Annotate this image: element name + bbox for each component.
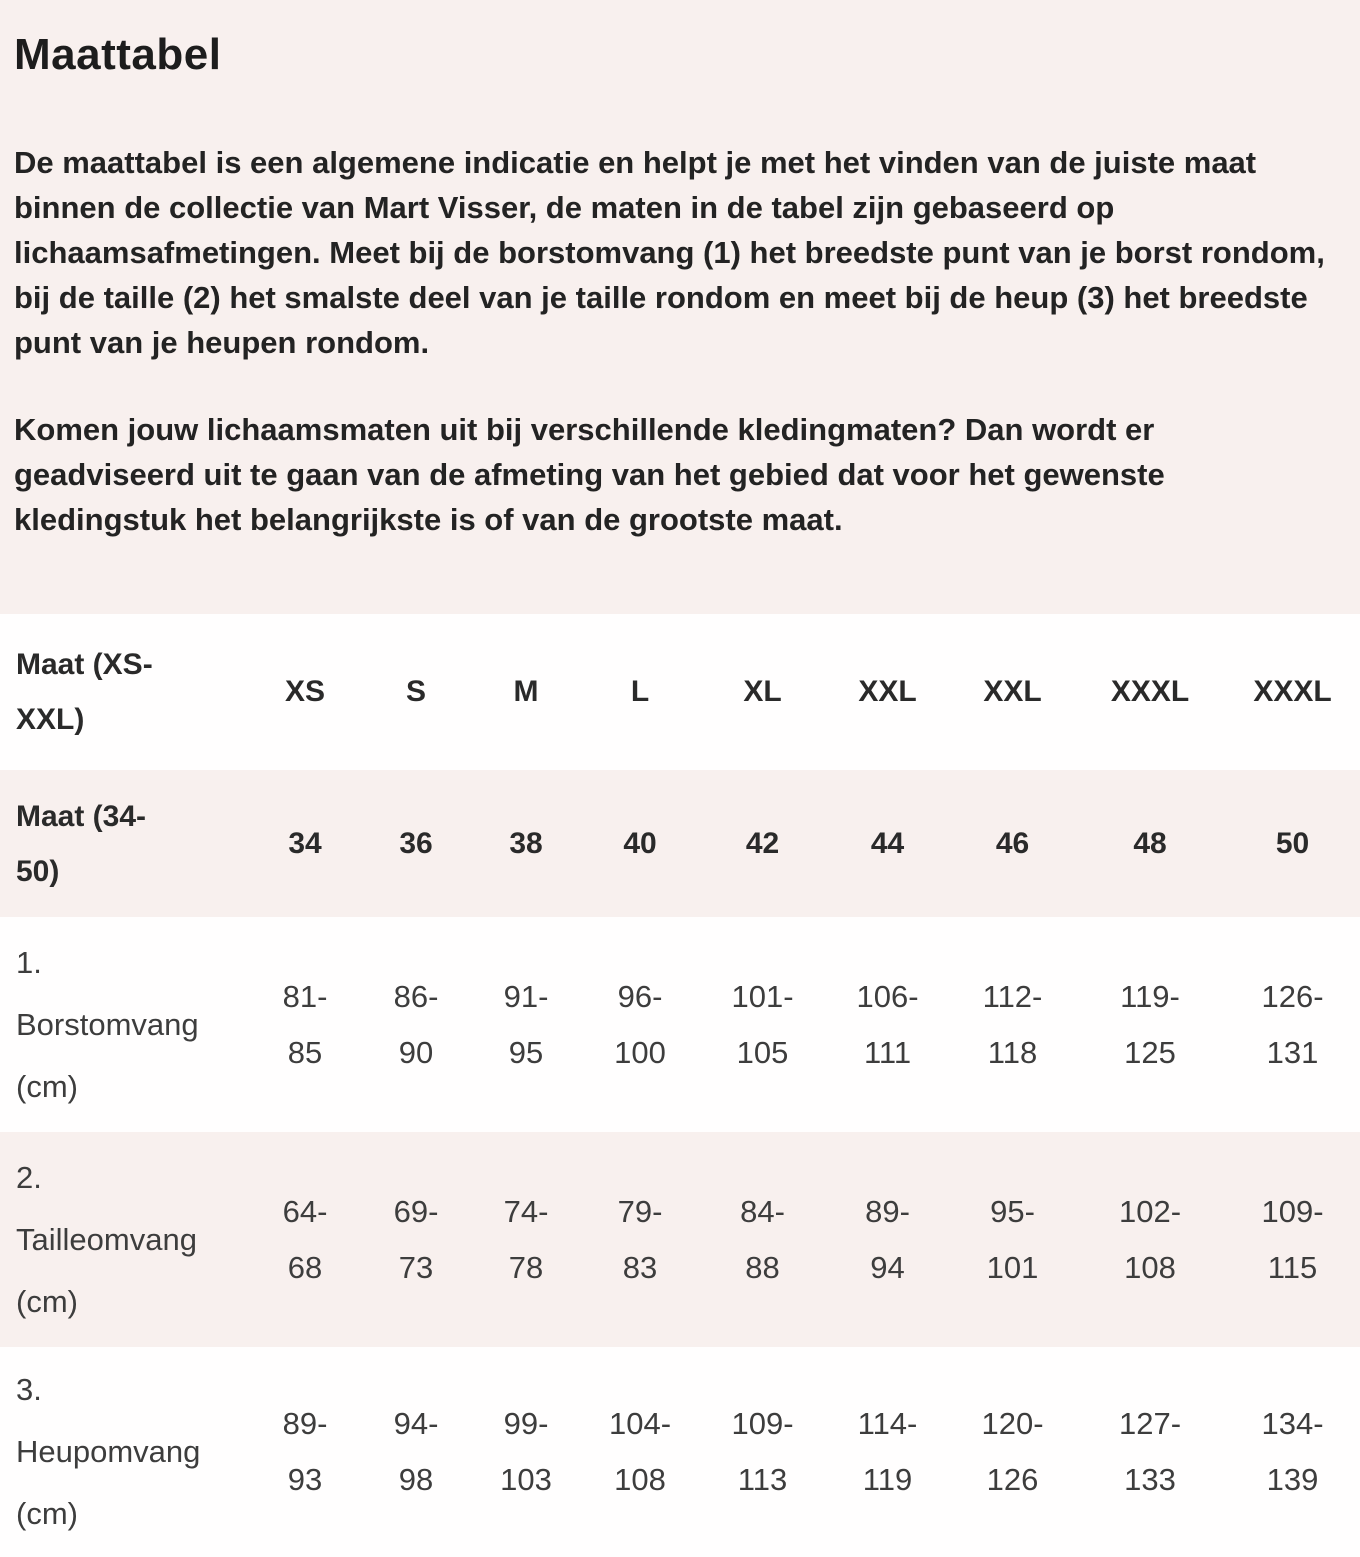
range-start: 64- xyxy=(282,1193,328,1229)
row-label-line: Tailleomvang xyxy=(16,1221,197,1257)
measurement-range-cell xyxy=(1075,1347,1225,1557)
range-start: 109- xyxy=(1261,1193,1324,1229)
range-end: 78 xyxy=(508,1249,544,1285)
size-header-cell: XL xyxy=(743,675,782,708)
measurement-range-cell xyxy=(825,1347,950,1557)
measurement-range-cell xyxy=(250,917,360,1132)
range-start: 84- xyxy=(740,1193,785,1229)
range-start: 74- xyxy=(503,1193,549,1229)
size-header-cell: XXXL xyxy=(1110,675,1190,708)
row-label-line: (cm) xyxy=(16,1496,78,1531)
measurement-range-cell xyxy=(360,1132,472,1347)
row-label-borstomvang xyxy=(0,917,250,1132)
range-start: 104- xyxy=(608,1406,672,1441)
range-start: 134- xyxy=(1261,1406,1324,1441)
range-start: 86- xyxy=(393,978,439,1014)
header-row-numeric-sizes xyxy=(0,770,1360,917)
range-end: 103 xyxy=(500,1462,552,1497)
range-start: 101- xyxy=(731,978,794,1014)
size-header-cell: 42 xyxy=(745,826,780,860)
measurement-range-cell xyxy=(580,917,700,1132)
range-start: 81- xyxy=(282,978,328,1014)
measurement-range-cell xyxy=(950,917,1075,1132)
range-start: 106- xyxy=(856,978,919,1014)
row-label-line: XXL) xyxy=(16,703,85,736)
size-header-cell: 50 xyxy=(1275,826,1310,860)
measurement-range-cell xyxy=(250,1347,360,1557)
range-start: 102- xyxy=(1118,1193,1182,1229)
row-label-tailleomvang xyxy=(0,1132,250,1347)
range-start: 109- xyxy=(731,1406,794,1441)
size-table xyxy=(0,614,1360,1557)
measurement-range-cell xyxy=(1075,917,1225,1132)
measurement-range-cell xyxy=(580,1132,700,1347)
range-start: 96- xyxy=(617,978,663,1014)
range-end: 111 xyxy=(863,1034,912,1070)
range-end: 108 xyxy=(1124,1249,1176,1285)
measurement-range-cell xyxy=(472,1132,580,1347)
range-end: 131 xyxy=(1266,1034,1319,1070)
measurement-range-cell xyxy=(1225,917,1360,1132)
range-end: 113 xyxy=(737,1462,788,1497)
measurement-range-cell xyxy=(950,1347,1075,1557)
range-end: 68 xyxy=(287,1249,323,1285)
measurement-range-cell xyxy=(1225,1347,1360,1557)
row-borstomvang xyxy=(0,917,1360,1132)
size-header-cell: 38 xyxy=(509,826,543,860)
row-heupomvang xyxy=(0,1347,1360,1557)
range-end: 73 xyxy=(398,1249,434,1285)
range-start: 69- xyxy=(393,1193,439,1229)
measurement-range-cell xyxy=(1225,1132,1360,1347)
row-label-letter-sizes xyxy=(0,614,250,770)
range-start: 126- xyxy=(1261,978,1324,1014)
size-header-cell: 46 xyxy=(995,826,1030,860)
range-end: 105 xyxy=(736,1034,789,1070)
size-header-cell: L xyxy=(630,675,650,708)
range-end: 125 xyxy=(1124,1034,1176,1070)
range-start: 91- xyxy=(503,978,549,1014)
range-end: 90 xyxy=(398,1034,434,1070)
size-header-cell: 48 xyxy=(1133,826,1167,860)
range-start: 79- xyxy=(617,1193,663,1229)
measurement-range-cell xyxy=(472,1347,580,1557)
range-end: 101 xyxy=(986,1249,1039,1285)
row-label-line: 50) xyxy=(16,854,60,888)
size-header-cell: XXXL xyxy=(1253,675,1332,708)
size-header-cell: 36 xyxy=(399,826,433,860)
row-label-line: Maat (34- xyxy=(16,799,147,833)
size-header-cell: XXL xyxy=(858,675,917,708)
range-end: 100 xyxy=(614,1034,666,1070)
row-label-line: (cm) xyxy=(16,1283,78,1319)
range-end: 88 xyxy=(745,1249,780,1285)
row-label-numeric-sizes xyxy=(0,770,250,917)
range-start: 119- xyxy=(1120,978,1180,1014)
range-end: 83 xyxy=(622,1249,658,1285)
range-start: 95- xyxy=(990,1193,1035,1229)
measurement-range-cell xyxy=(700,917,825,1132)
range-end: 133 xyxy=(1124,1462,1176,1497)
row-tailleomvang xyxy=(0,1132,1360,1347)
range-end: 139 xyxy=(1266,1462,1319,1497)
measurement-range-cell xyxy=(700,1132,825,1347)
size-header-cell: 40 xyxy=(623,826,657,860)
measurement-range-cell xyxy=(700,1347,825,1557)
size-header-cell: S xyxy=(405,675,426,708)
row-label-line: Heupomvang xyxy=(16,1434,201,1469)
range-start: 89- xyxy=(282,1406,328,1441)
size-header-cell: XXL xyxy=(983,675,1042,708)
measurement-range-cell xyxy=(950,1132,1075,1347)
range-start: 127- xyxy=(1118,1406,1182,1441)
range-end: 115 xyxy=(1267,1249,1318,1285)
range-end: 119 xyxy=(862,1462,913,1497)
row-label-line: Borstomvang xyxy=(16,1006,199,1042)
range-end: 118 xyxy=(987,1034,1038,1070)
range-end: 108 xyxy=(614,1462,666,1497)
size-header-cell: 44 xyxy=(870,826,905,860)
row-label-line: 1. xyxy=(16,944,42,980)
range-end: 98 xyxy=(398,1462,434,1497)
row-label-line: Maat (XS- xyxy=(16,648,153,681)
measurement-range-cell xyxy=(250,1132,360,1347)
range-end: 85 xyxy=(287,1034,323,1070)
size-header-cell: 34 xyxy=(288,826,322,860)
row-label-line: 3. xyxy=(16,1372,42,1407)
range-start: 114- xyxy=(857,1406,918,1441)
size-header-cell: XS xyxy=(284,675,326,708)
range-start: 89- xyxy=(865,1193,910,1229)
measurement-range-cell xyxy=(1075,1132,1225,1347)
row-label-heupomvang xyxy=(0,1347,250,1557)
row-label-line: (cm) xyxy=(16,1068,78,1104)
measurement-range-cell xyxy=(472,917,580,1132)
range-end: 94 xyxy=(870,1249,905,1285)
intro-paragraph: De maattabel is een algemene indicatie en helpt je met het vinden van de juiste maat binnen de collectie van Mart Visser, de maten in de tabel zijn gebaseerd op lichaamsafmetingen. Meet bij de borstomvang (1) het breedste punt van je borst rondom, bij de taille (2) het smalste deel van je taille rondom en meet bij de heup (3) het breedste punt van je heupen rondom. xyxy=(14,145,1325,360)
size-header-cell: M xyxy=(513,675,539,708)
range-start: 112- xyxy=(982,978,1043,1014)
range-start: 99- xyxy=(503,1406,549,1441)
measurement-range-cell xyxy=(360,1347,472,1557)
range-end: 95 xyxy=(508,1034,544,1070)
range-end: 126 xyxy=(986,1462,1039,1497)
row-label-line: 2. xyxy=(16,1159,42,1195)
measurement-range-cell xyxy=(825,1132,950,1347)
header-row-letter-sizes xyxy=(0,614,1360,770)
page-title: Maattabel xyxy=(14,30,222,79)
advice-paragraph: Komen jouw lichaamsmaten uit bij verschillende kledingmaten? Dan wordt er geadviseerd uit te gaan van de afmeting van het gebied dat voor het gewenste kledingstuk het belangrijkste is of van de grootste maat. xyxy=(14,412,1165,537)
range-end: 93 xyxy=(287,1462,323,1497)
measurement-range-cell xyxy=(825,917,950,1132)
range-start: 120- xyxy=(981,1406,1044,1441)
range-start: 94- xyxy=(393,1406,439,1441)
measurement-range-cell xyxy=(360,917,472,1132)
measurement-range-cell xyxy=(580,1347,700,1557)
